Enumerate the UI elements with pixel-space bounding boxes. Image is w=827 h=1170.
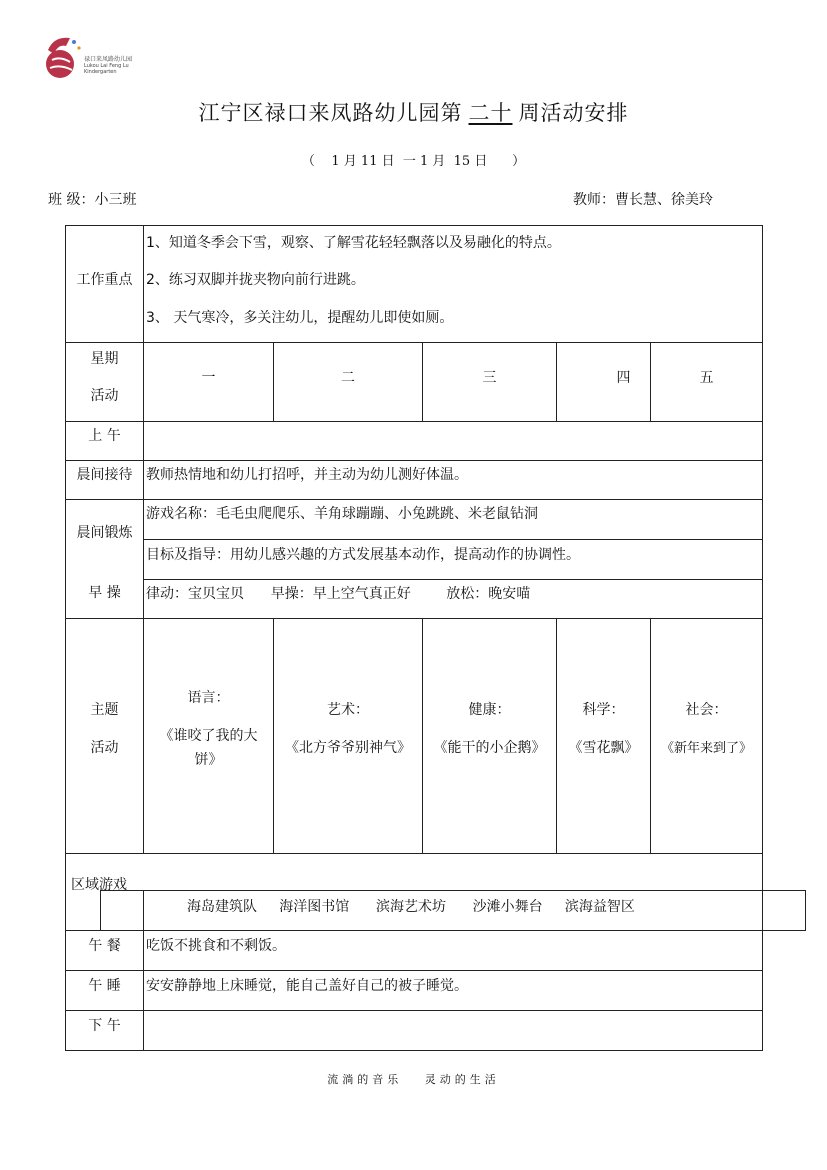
afternoon-label: 下 午: [88, 1018, 121, 1034]
goal-content-cell: [143, 539, 763, 580]
exercise-label-cell: [65, 499, 144, 619]
weekday-cell-wed: [422, 342, 557, 422]
nap-label-cell: [65, 970, 144, 1011]
exercise-label: 晨间锻炼: [76, 525, 133, 541]
afternoon-content-cell: [143, 1010, 763, 1051]
theme-title-health: 《能干的小企鹅》: [433, 740, 546, 756]
theme-cell-society: [650, 618, 763, 854]
reception-label-cell: [65, 460, 144, 500]
school-logo-icon: [40, 30, 84, 82]
weekday-label: 星期: [90, 351, 119, 367]
reception-text: 教师热情地和幼儿打招呼，并主动为幼儿测好体温。: [146, 467, 468, 483]
title-suffix: 周活动安排: [518, 101, 629, 125]
area-games-content-cell: [100, 890, 806, 931]
school-logo-name: 禄口来凤路幼儿园: [84, 56, 133, 63]
page-title: [0, 97, 827, 127]
school-logo: [40, 30, 150, 82]
reception-content-cell: [143, 460, 763, 500]
nap-text: 安安静静地上床睡觉，能自己盖好自己的被子睡觉。: [146, 978, 468, 994]
weekday-tue: 二: [341, 370, 355, 386]
weekday-cell-thu: [556, 342, 651, 422]
focus-item-3: 3、 天气寒冷，多关注幼儿，提醒幼儿即使如厕。: [146, 310, 454, 326]
theme-subject-art: 艺术：: [327, 702, 369, 718]
focus-label-cell: [65, 225, 144, 343]
area-games-list: 海岛建筑队 海洋图书馆 滨海艺术坊 沙滩小舞台 滨海益智区: [187, 899, 635, 915]
theme-label: 主题: [90, 702, 119, 718]
activity-label: 活动: [90, 388, 119, 404]
week-number: 二十: [468, 101, 513, 125]
weekday-thu: 四: [616, 370, 631, 386]
title-prefix: 江宁区禄口来凤路幼儿园第: [198, 101, 463, 125]
theme-subject-society: 社会：: [685, 702, 728, 718]
reception-label: 晨间接待: [76, 467, 133, 483]
area-games-divider: [143, 890, 144, 931]
school-logo-subline: Lukou Lai Feng Lu: [84, 63, 129, 69]
school-logo-text: [84, 57, 132, 75]
date-range: （ 1 月 11 日 一 1 月 15 日 ）: [301, 154, 526, 169]
weekday-wed: 三: [482, 370, 497, 386]
lunch-text: 吃饭不挑食和不剩饭。: [146, 938, 286, 954]
theme-title-language-2: 饼》: [194, 752, 223, 768]
class-info: 班 级：小三班: [48, 192, 137, 208]
focus-item-1: 1、知道冬季会下雪，观察、了解雪花轻轻飘落以及易融化的特点。: [146, 235, 561, 251]
drill-text: 律动：宝贝宝贝 早操：早上空气真正好 放松：晚安喵: [146, 586, 531, 602]
weekday-cell-fri: [650, 342, 763, 422]
theme-subject-science: 科学：: [582, 702, 625, 718]
focus-label: 工作重点: [76, 272, 133, 288]
area-games-label: 区域游戏: [71, 877, 127, 893]
theme-subject-language: 语言：: [187, 690, 230, 706]
morning-label-cell: [65, 421, 144, 461]
lunch-label: 午 餐: [88, 938, 121, 954]
nap-label: 午 睡: [88, 978, 121, 994]
weekday-mon: 一: [201, 370, 216, 386]
theme-cell-art: [273, 618, 423, 854]
footer-motto: 流淌的音乐 灵动的生活: [327, 1073, 500, 1086]
morning-label: 上 午: [88, 428, 121, 444]
school-logo-subline-2: Kindergarten: [84, 69, 117, 75]
teacher-info: 教师：曹长慧、徐美玲: [573, 192, 713, 208]
weekday-label-cell: [65, 342, 144, 422]
weekday-cell-tue: [273, 342, 423, 422]
lunch-label-cell: [65, 930, 144, 971]
theme-activity-label: 活动: [90, 740, 119, 756]
theme-subject-health: 健康：: [468, 702, 511, 718]
theme-title-science: 《雪花飘》: [568, 740, 639, 756]
focus-content-cell: [143, 225, 763, 343]
games-content-cell: [143, 499, 763, 540]
lunch-content-cell: [143, 930, 763, 971]
theme-title-art: 《北方爷爷别神气》: [285, 740, 411, 756]
theme-label-cell: [65, 618, 144, 854]
drill-label: 早 操: [88, 585, 121, 601]
weekday-cell-mon: [143, 342, 274, 422]
afternoon-label-cell: [65, 1010, 144, 1051]
focus-item-2: 2、练习双脚并拢夹物向前行进跳。: [146, 272, 365, 288]
drill-content-cell: [143, 579, 763, 619]
theme-cell-language: [143, 618, 274, 854]
theme-cell-science: [556, 618, 651, 854]
weekday-fri: 五: [699, 370, 714, 386]
goal-text: 目标及指导：用幼儿感兴趣的方式发展基本动作，提高动作的协调性。: [146, 547, 580, 563]
nap-content-cell: [143, 970, 763, 1011]
theme-cell-health: [422, 618, 557, 854]
theme-title-language: 《谁咬了我的大: [159, 728, 258, 744]
games-text: 游戏名称：毛毛虫爬爬乐、羊角球蹦蹦、小兔跳跳、米老鼠钻洞: [146, 506, 538, 522]
morning-content-cell: [143, 421, 763, 461]
theme-title-society: 《新年来到了》: [660, 741, 752, 756]
